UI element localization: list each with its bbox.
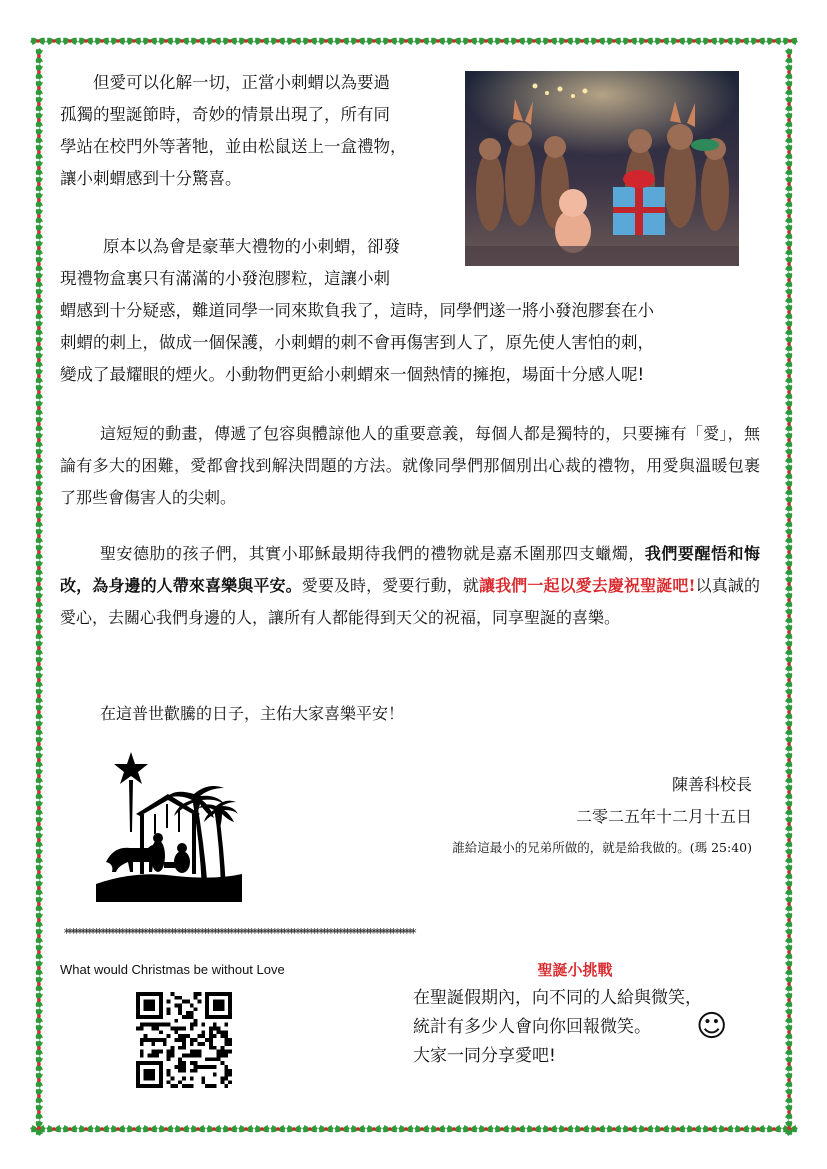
holly-sprig (785, 288, 792, 304)
holly-sprig (36, 240, 43, 256)
holly-sprig (718, 38, 734, 45)
holly-sprig (46, 38, 62, 45)
holly-sprig (654, 38, 670, 45)
holly-sprig (766, 38, 782, 45)
holly-sprig (785, 800, 792, 816)
holly-sprig (510, 38, 526, 45)
p1-line: 學站在校門外等著牠，並由松鼠送上一盒禮物， (60, 137, 407, 156)
holly-sprig (785, 512, 792, 528)
holly-sprig (36, 832, 43, 848)
holly-sprig (36, 976, 43, 992)
holly-sprig (366, 1125, 382, 1132)
holly-sprig (36, 448, 43, 464)
holly-sprig (30, 38, 46, 45)
paragraph-2 (60, 231, 760, 391)
holly-sprig (785, 816, 792, 832)
holly-sprig (478, 38, 494, 45)
holly-sprig (126, 1125, 142, 1132)
holly-sprig (734, 38, 750, 45)
holly-sprig (36, 1024, 43, 1040)
holly-sprig (785, 688, 792, 704)
holly-sprig (36, 608, 43, 624)
holly-sprig (36, 288, 43, 304)
nativity-silhouette-image (96, 752, 242, 902)
holly-sprig (785, 992, 792, 1008)
holly-sprig (94, 38, 110, 45)
holly-sprig (510, 1125, 526, 1132)
p2-line: 蝟感到十分疑惑，難道同學一同來欺負我了，這時，同學們遂一將小發泡膠套在小 (60, 301, 654, 320)
holly-sprig (36, 896, 43, 912)
holly-sprig (222, 38, 238, 45)
holly-sprig (430, 1125, 446, 1132)
challenge-title: 聖誕小挑戰 (537, 961, 613, 979)
p1-line: 讓小刺蝟感到十分驚喜。 (60, 169, 242, 188)
holly-sprig (785, 1056, 792, 1072)
paragraph-5: 在這普世歡騰的日子，主佑大家喜樂平安！ (100, 704, 405, 723)
holly-sprig (36, 384, 43, 400)
smiley-icon: ☺ (696, 1009, 728, 1044)
holly-sprig (785, 368, 792, 384)
holly-sprig (622, 1125, 638, 1132)
holly-sprig (36, 768, 43, 784)
principal-name: 陳善科校長 (671, 775, 752, 794)
holly-sprig (785, 624, 792, 640)
holly-sprig (36, 672, 43, 688)
holly-sprig (785, 224, 792, 240)
challenge-line: 統計有多少人會向你回報微笑。 (413, 1017, 651, 1037)
holly-sprig (36, 736, 43, 752)
holly-sprig (785, 400, 792, 416)
holly-sprig (36, 688, 43, 704)
holly-sprig (494, 38, 510, 45)
holly-sprig (638, 1125, 654, 1132)
bible-verse: 誰給這最小的兄弟所做的，就是給我做的。(瑪 25:40) (452, 840, 752, 855)
holly-sprig (36, 928, 43, 944)
holly-sprig (174, 1125, 190, 1132)
holly-sprig (36, 128, 43, 144)
holly-sprig (785, 304, 792, 320)
holly-sprig (785, 544, 792, 560)
holly-sprig (110, 1125, 126, 1132)
holly-sprig (785, 384, 792, 400)
holly-sprig (785, 960, 792, 976)
holly-sprig (350, 38, 366, 45)
holly-sprig (462, 1125, 478, 1132)
holly-sprig (785, 1104, 792, 1120)
holly-sprig (785, 576, 792, 592)
holly-sprig (36, 272, 43, 288)
holly-sprig (126, 38, 142, 45)
holly-sprig (785, 432, 792, 448)
holly-sprig (785, 784, 792, 800)
holly-sprig (36, 64, 43, 80)
holly-sprig (785, 592, 792, 608)
holly-sprig (36, 560, 43, 576)
holly-sprig (785, 896, 792, 912)
holly-sprig (785, 752, 792, 768)
holly-sprig (36, 720, 43, 736)
holly-sprig (785, 176, 792, 192)
holly-sprig (785, 656, 792, 672)
holly-sprig (785, 1024, 792, 1040)
holly-sprig (785, 480, 792, 496)
holly-sprig (430, 38, 446, 45)
holly-sprig (785, 496, 792, 512)
holly-sprig (254, 1125, 270, 1132)
holly-sprig (36, 944, 43, 960)
holly-sprig (526, 38, 542, 45)
holly-sprig (36, 304, 43, 320)
holly-sprig (36, 144, 43, 160)
holly-sprig (750, 38, 766, 45)
holly-sprig (462, 38, 478, 45)
holly-sprig (622, 38, 638, 45)
holly-sprig (785, 144, 792, 160)
holly-sprig (36, 1104, 43, 1120)
holly-sprig (190, 1125, 206, 1132)
holly-sprig (785, 704, 792, 720)
holly-sprig (785, 128, 792, 144)
holly-sprig (718, 1125, 734, 1132)
holly-sprig (36, 512, 43, 528)
holly-sprig (670, 38, 686, 45)
holly-sprig (36, 352, 43, 368)
holly-sprig (782, 38, 798, 45)
holly-sprig (46, 1125, 62, 1132)
holly-sprig (36, 640, 43, 656)
holly-sprig (526, 1125, 542, 1132)
holly-sprig (785, 208, 792, 224)
holly-sprig (785, 848, 792, 864)
holly-sprig (785, 352, 792, 368)
p4-end: 以真誠的愛心，去關心我們身邊的人，讓所有人都能得到天父的祝福，同享聖誕的喜樂。 (60, 576, 760, 627)
holly-sprig (36, 176, 43, 192)
holly-sprig (36, 192, 43, 208)
holly-sprig (94, 1125, 110, 1132)
holly-sprig (36, 544, 43, 560)
holly-sprig (302, 38, 318, 45)
holly-sprig (36, 880, 43, 896)
holly-sprig (36, 464, 43, 480)
challenge-line: 大家一同分享愛吧! (413, 1046, 556, 1066)
holly-sprig (785, 560, 792, 576)
holly-sprig (542, 1125, 558, 1132)
holly-sprig (318, 38, 334, 45)
holly-sprig (785, 912, 792, 928)
holly-sprig (785, 832, 792, 848)
holly-sprig (638, 38, 654, 45)
p2-line: 原本以為會是豪華大禮物的小刺蝟，卻發 (103, 237, 400, 256)
holly-sprig (286, 1125, 302, 1132)
holly-sprig (334, 38, 350, 45)
holly-sprig (414, 38, 430, 45)
holly-sprig (254, 38, 270, 45)
holly-sprig (785, 1040, 792, 1056)
holly-sprig (785, 256, 792, 272)
challenge-line: 在聖誕假期內，向不同的人給與微笑， (413, 988, 702, 1008)
holly-sprig (785, 112, 792, 128)
holly-sprig (36, 368, 43, 384)
holly-sprig (78, 38, 94, 45)
holly-sprig (36, 1056, 43, 1072)
video-title: What would Christmas be without Love (60, 962, 285, 977)
holly-sprig (36, 1008, 43, 1024)
holly-sprig (36, 848, 43, 864)
holly-sprig (36, 1040, 43, 1056)
holly-sprig (36, 400, 43, 416)
holly-sprig (334, 1125, 350, 1132)
holly-sprig (785, 608, 792, 624)
holly-sprig (606, 1125, 622, 1132)
holly-sprig (158, 38, 174, 45)
holly-sprig (238, 1125, 254, 1132)
holly-sprig (785, 1072, 792, 1088)
holly-sprig (366, 38, 382, 45)
holly-sprig (785, 672, 792, 688)
holly-sprig (36, 80, 43, 96)
holly-sprig (670, 1125, 686, 1132)
p1-line: 但愛可以化解一切，正當小刺蝟以為要過 (93, 73, 390, 92)
holly-sprig (785, 1008, 792, 1024)
holly-sprig (36, 992, 43, 1008)
holly-sprig (36, 480, 43, 496)
p1-line: 孤獨的聖誕節時，奇妙的情景出現了，所有同 (60, 105, 390, 124)
paragraph-4 (60, 538, 760, 634)
holly-sprig (398, 1125, 414, 1132)
holly-sprig (36, 960, 43, 976)
holly-sprig (142, 38, 158, 45)
holly-sprig (36, 912, 43, 928)
holly-sprig (785, 880, 792, 896)
holly-sprig (36, 48, 43, 64)
holly-sprig (270, 38, 286, 45)
holly-sprig (785, 736, 792, 752)
holly-sprig (318, 1125, 334, 1132)
holly-sprig (785, 160, 792, 176)
holly-sprig (174, 38, 190, 45)
holly-sprig (36, 432, 43, 448)
holly-sprig (206, 1125, 222, 1132)
p2-line: 現禮物盒裏只有滿滿的小發泡膠粒，這讓小刺 (60, 269, 390, 288)
holly-sprig (36, 160, 43, 176)
holly-sprig (36, 1088, 43, 1104)
holly-sprig (36, 864, 43, 880)
holly-sprig (36, 656, 43, 672)
holly-sprig (36, 528, 43, 544)
holly-sprig (36, 784, 43, 800)
holly-sprig (446, 38, 462, 45)
holly-sprig (36, 816, 43, 832)
holly-sprig (785, 1088, 792, 1104)
holly-sprig (36, 592, 43, 608)
holly-sprig (785, 336, 792, 352)
paragraph-1 (60, 67, 455, 195)
holly-sprig (785, 528, 792, 544)
holly-sprig (270, 1125, 286, 1132)
holly-sprig (414, 1125, 430, 1132)
holly-sprig (785, 96, 792, 112)
holly-sprig (785, 448, 792, 464)
holly-sprig (785, 416, 792, 432)
holly-sprig (494, 1125, 510, 1132)
p4-start: 聖安德肋的孩子們，其實小耶穌最期待我們的禮物就是嘉禾圍那四支蠟燭， (100, 544, 645, 563)
p2-line: 刺蝟的刺上，做成一個保護，小刺蝟的刺不會再傷害到人了，原先使人害怕的刺， (60, 333, 654, 352)
holly-sprig (750, 1125, 766, 1132)
holly-sprig (382, 1125, 398, 1132)
holly-sprig (36, 752, 43, 768)
holly-sprig (398, 38, 414, 45)
holly-sprig (36, 320, 43, 336)
holly-sprig (558, 1125, 574, 1132)
asterisk-separator: ********************************************************************************************************** (63, 926, 414, 940)
holly-sprig (36, 208, 43, 224)
qr-code-image[interactable] (134, 992, 234, 1088)
holly-sprig (542, 38, 558, 45)
holly-sprig (206, 38, 222, 45)
holly-sprig (62, 38, 78, 45)
holly-sprig (785, 768, 792, 784)
holly-sprig (785, 320, 792, 336)
holly-sprig (702, 1125, 718, 1132)
holly-sprig (350, 1125, 366, 1132)
holly-sprig (238, 38, 254, 45)
signature-date: 二零二五年十二月十五日 (575, 807, 752, 826)
holly-sprig (702, 38, 718, 45)
holly-sprig (190, 38, 206, 45)
holly-sprig (36, 1072, 43, 1088)
holly-sprig (785, 272, 792, 288)
holly-sprig (142, 1125, 158, 1132)
holly-sprig (574, 38, 590, 45)
holly-sprig (382, 38, 398, 45)
holly-sprig (785, 80, 792, 96)
holly-sprig (734, 1125, 750, 1132)
holly-sprig (590, 1125, 606, 1132)
holly-sprig (590, 38, 606, 45)
holly-sprig (446, 1125, 462, 1132)
holly-sprig (36, 800, 43, 816)
holly-sprig (558, 38, 574, 45)
holly-sprig (302, 1125, 318, 1132)
holly-sprig (62, 1125, 78, 1132)
holly-sprig (654, 1125, 670, 1132)
holly-sprig (785, 720, 792, 736)
holly-sprig (785, 48, 792, 64)
paragraph-3: 這短短的動畫，傳遞了包容與體諒他人的重要意義，每個人都是獨特的，只要擁有「愛」，無論有多大的困難，愛都會找到解決問題的方法。就像同學們那個別出心裁的禮物，用愛與溫暖包裹了那些會傷害人的尖刺。 (60, 424, 760, 507)
holly-sprig (606, 38, 622, 45)
p4-bold-text: 我們要醒悟和悔改，為身邊的人帶來喜樂與平安。 (60, 544, 760, 595)
holly-sprig (110, 38, 126, 45)
holly-sprig (36, 224, 43, 240)
holly-sprig (785, 464, 792, 480)
holly-sprig (36, 112, 43, 128)
holly-sprig (785, 640, 792, 656)
holly-sprig (36, 336, 43, 352)
holly-sprig (785, 240, 792, 256)
holly-sprig (36, 704, 43, 720)
holly-sprig (785, 976, 792, 992)
holly-sprig (36, 624, 43, 640)
holly-sprig (158, 1125, 174, 1132)
holly-sprig (36, 496, 43, 512)
holly-sprig (785, 192, 792, 208)
holly-sprig (574, 1125, 590, 1132)
holly-sprig (36, 416, 43, 432)
holly-sprig (686, 1125, 702, 1132)
holly-sprig (286, 38, 302, 45)
holly-sprig (785, 64, 792, 80)
holly-sprig (766, 1125, 782, 1132)
p4-mid: 愛要及時，愛要行動，就 (301, 576, 479, 595)
p2-line: 變成了最耀眼的煙火。小動物們更給小刺蝟來一個熱情的擁抱，場面十分感人呢! (60, 365, 645, 384)
holly-sprig (36, 576, 43, 592)
holly-sprig (785, 928, 792, 944)
holly-sprig (222, 1125, 238, 1132)
holly-sprig (686, 38, 702, 45)
holly-sprig (478, 1125, 494, 1132)
holly-sprig (36, 96, 43, 112)
holly-sprig (78, 1125, 94, 1132)
holly-sprig (785, 944, 792, 960)
holly-sprig (785, 864, 792, 880)
p4-red-text: 讓我們一起以愛去慶祝聖誕吧! (478, 576, 696, 595)
holly-sprig (36, 256, 43, 272)
